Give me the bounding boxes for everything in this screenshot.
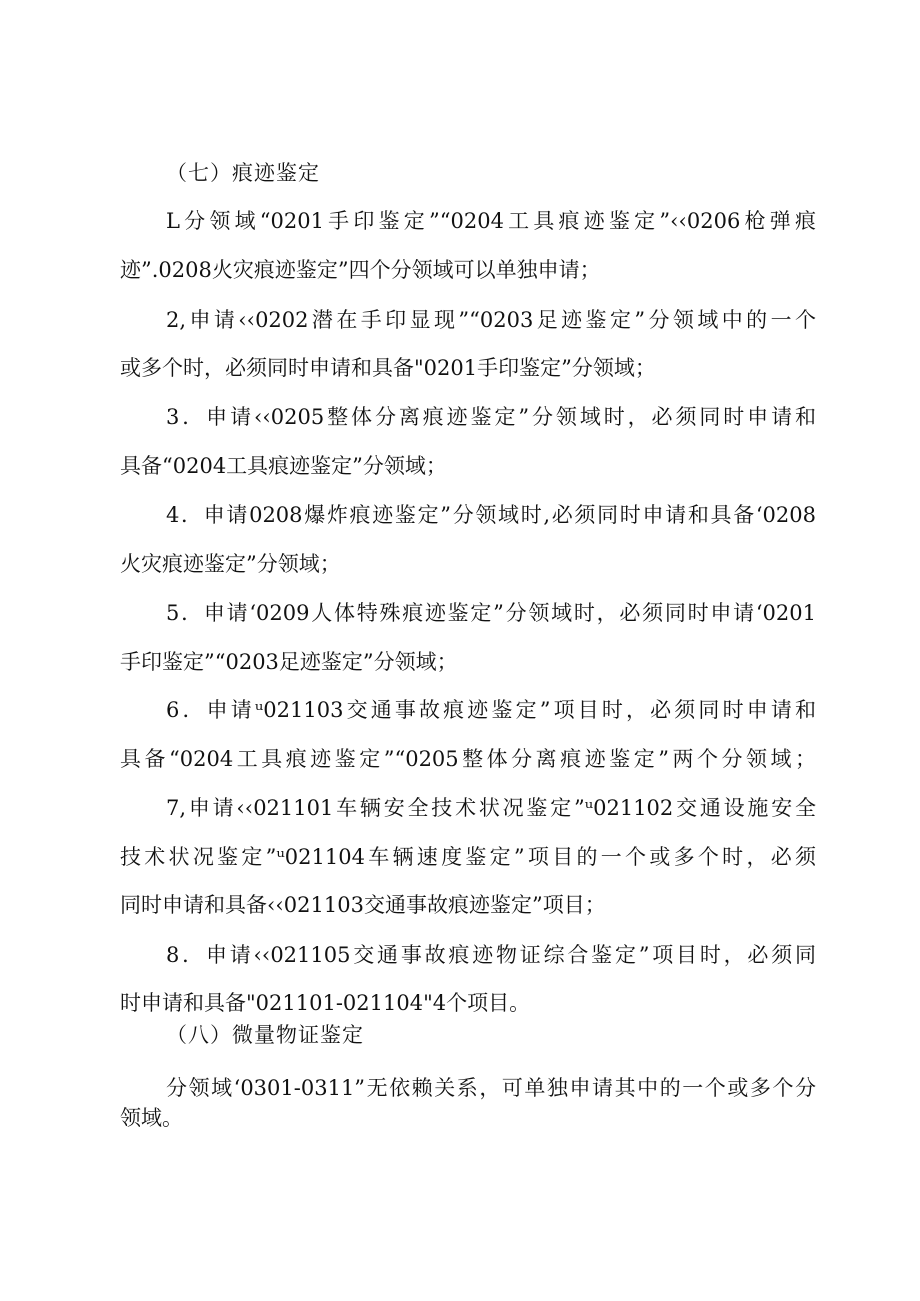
paragraph-line-1: L分领域“0201手印鉴定”“0204工具痕迹鉴定”‹‹0206枪弹痕: [166, 209, 816, 233]
paragraph-line-13: 7,申请‹‹021101车辆安全技术状况鉴定”ᵘ021102交通设施安全: [166, 796, 816, 820]
section-heading-8: （八）微量物证鉴定: [166, 1023, 364, 1047]
paragraph-line-11: 6．申请ᵘ021103交通事故痕迹鉴定”项目时，必须同时申请和: [166, 698, 816, 722]
paragraph-line-7: 4．申请0208爆炸痕迹鉴定”分领域时,必须同时申请和具备‘0208: [166, 503, 816, 527]
paragraph-line-2: 迹”.0208火灾痕迹鉴定”四个分领域可以单独申请；: [120, 258, 601, 282]
paragraph-line-19: 领域。: [120, 1106, 183, 1130]
paragraph-line-9: 5．申请‘0209人体特殊痕迹鉴定”分领域时，必须同时申请‘0201: [166, 601, 816, 625]
paragraph-line-6: 具备“0204工具痕迹鉴定”分领域；: [120, 454, 447, 478]
paragraph-line-3: 2,申请‹‹0202潜在手印显现”“0203足迹鉴定”分领域中的一个: [166, 308, 816, 332]
paragraph-line-5: 3．申请‹‹0205整体分离痕迹鉴定”分领域时，必须同时申请和: [166, 405, 816, 429]
paragraph-line-4: 或多个时，必须同时申请和具备"0201手印鉴定”分领域；: [120, 356, 656, 380]
paragraph-line-12: 具备“0204工具痕迹鉴定”“0205整体分离痕迹鉴定”两个分领域；: [120, 747, 816, 771]
paragraph-line-10: 手印鉴定”“0203足迹鉴定”分领域；: [120, 650, 458, 674]
section-heading-7: （七）痕迹鉴定: [166, 161, 320, 185]
paragraph-line-14: 技术状况鉴定”ᵘ021104车辆速度鉴定”项目的一个或多个时，必须: [120, 845, 816, 869]
paragraph-line-8: 火灾痕迹鉴定”分领域；: [120, 552, 341, 576]
paragraph-line-18: 分领域‘0301-0311”无依赖关系，可单独申请其中的一个或多个分: [166, 1076, 816, 1100]
paragraph-line-17: 时申请和具备"021101-021104"4个项目。: [120, 991, 531, 1015]
paragraph-line-15: 同时申请和具备‹‹021103交通事故痕迹鉴定”项目；: [120, 893, 606, 917]
paragraph-line-16: 8．申请‹‹021105交通事故痕迹物证综合鉴定”项目时，必须同: [166, 943, 816, 967]
